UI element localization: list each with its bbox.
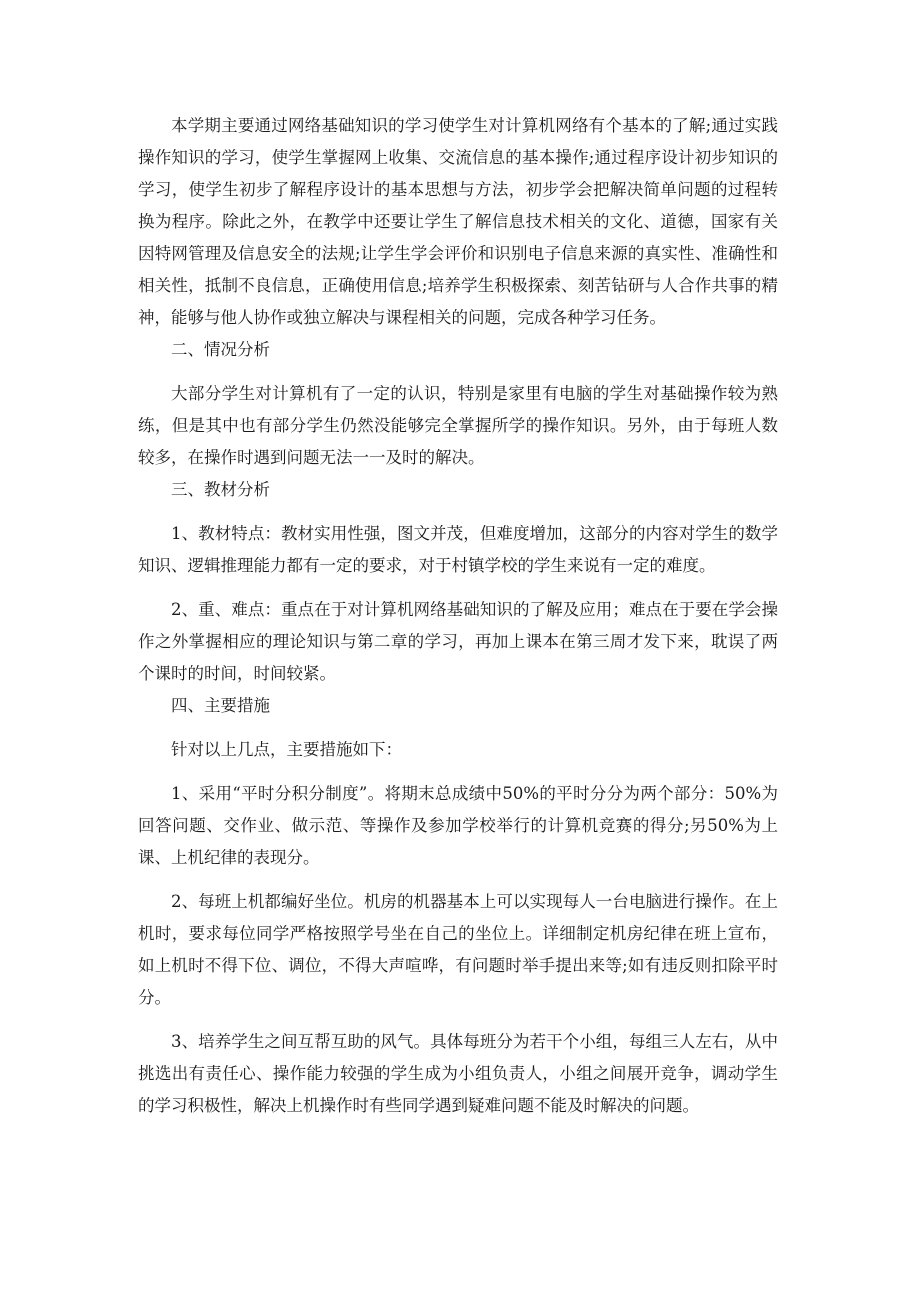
paragraph-textbook-features: 1、教材特点：教材实用性强，图文并茂，但难度增加，这部分的内容对学生的数学知识、逻辑推理能力都有一定的要求，对于村镇学校的学生来说有一定的难度。 [138,524,778,575]
paragraph-measure-3: 3、培养学生之间互帮互助的风气。具体每班分为若干个小组，每组三人左右，从中挑选出有责任心、操作能力较强的学生成为小组负责人，小组之间展开竞争，调动学生的学习积极性，解决上机操作时有些同学遇到疑难问题不能及时解决的问题。 [138,1032,778,1115]
heading-main-measures: 四、主要措施 [171,696,270,715]
heading-situation-analysis: 二、情况分析 [171,340,270,359]
paragraph-objectives: 本学期主要通过网络基础知识的学习使学生对计算机网络有个基本的了解;通过实践操作知识的学习，使学生掌握网上收集、交流信息的基本操作;通过程序设计初步知识的学习，使学生初步了解程序设计的基本思想与方法，初步学会把解决简单问题的过程转换为程序。除此之外，在教学中还要让学生了解信息技术相关的文化、道德，国家有关因特网管理及信息安全的法规;让学生学会评价和识别电子信息来源的真实性、准确性和相关性，抵制不良信息，正确使用信息;培养学生积极探索、刻苦钻研与人合作共事的精神，能够与他人协作或独立解决与课程相关的问题，完成各种学习任务。 [138,116,778,327]
document-page [138,110,778,1122]
paragraph-situation: 大部分学生对计算机有了一定的认识，特别是家里有电脑的学生对基础操作较为熟练，但是其中也有部分学生仍然没能够完全掌握所学的操作知识。另外，由于每班人数较多，在操作时遇到问题无法一一及时的解决。 [138,384,778,467]
paragraph-key-difficulties: 2、重、难点：重点在于对计算机网络基础知识的了解及应用；难点在于要在学会操作之外掌握相应的理论知识与第二章的学习，再加上课本在第三周才发下来，耽误了两个课时的时间，时间较紧。 [138,600,778,683]
paragraph-measures-intro: 针对以上几点，主要措施如下： [171,740,402,759]
paragraph-measure-2: 2、每班上机都编好坐位。机房的机器基本上可以实现每人一台电脑进行操作。在上机时，要求每位同学严格按照学号坐在自己的坐位上。详细制定机房纪律在班上宣布，如上机时不得下位、调位，不得大声喧哗，有问题时举手提出来等;如有违反则扣除平时分。 [138,892,778,1007]
paragraph-measure-1: 1、采用“平时分积分制度”。将期末总成绩中50%的平时分分为两个部分：50%为回答问题、交作业、做示范、等操作及参加学校举行的计算机竞赛的得分;另50%为上课、上机纪律的表现分。 [138,784,778,867]
heading-textbook-analysis: 三、教材分析 [171,480,270,499]
